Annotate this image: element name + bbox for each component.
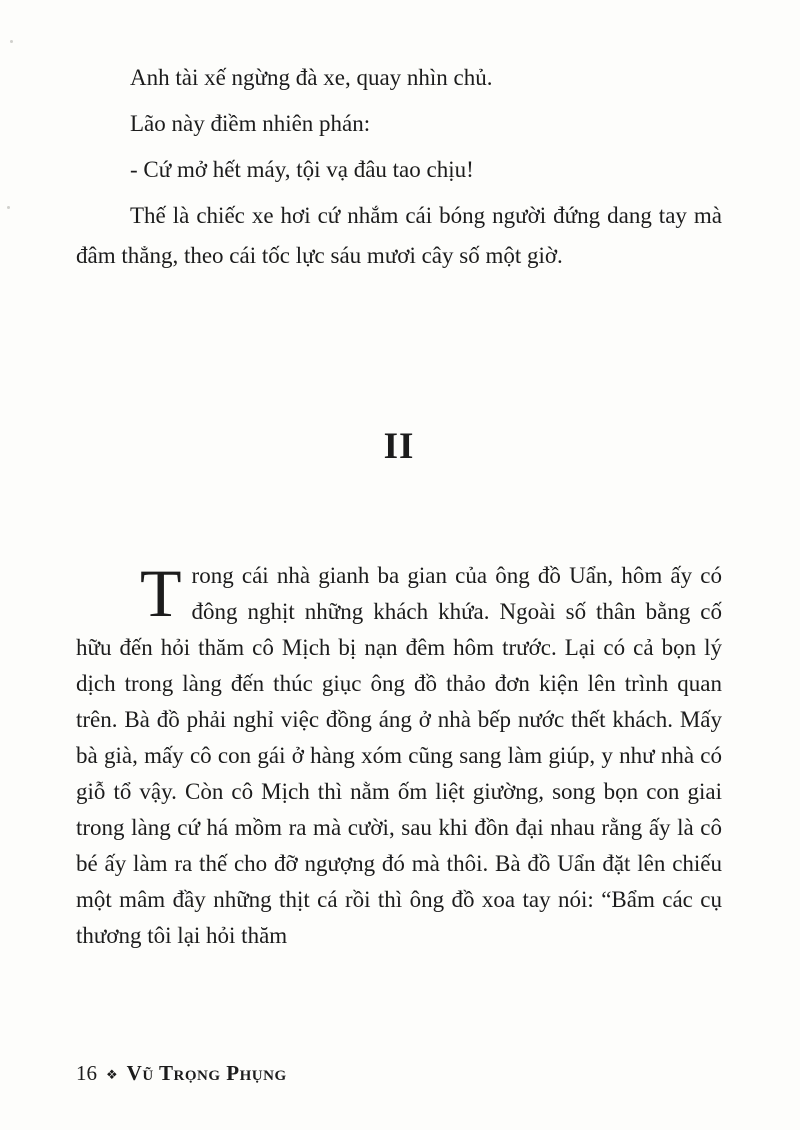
drop-cap: T: [140, 555, 182, 631]
paragraph: - Cứ mở hết máy, tội vạ đâu tao chịu!: [130, 157, 474, 182]
diamond-separator-icon: ❖: [106, 1066, 118, 1082]
scan-artifact: [10, 40, 13, 43]
opening-paragraphs: [76, 58, 722, 276]
book-title: Vũ Trọng Phụng: [126, 1061, 287, 1085]
page-number: 16: [76, 1061, 97, 1085]
paragraph: Thế là chiếc xe hơi cứ nhắm cái bóng người đứng dang tay mà đâm thẳng, theo cái tốc lực sáu mươi cây số một giờ.: [76, 203, 722, 268]
paragraph: Lão này điềm nhiên phán:: [130, 111, 371, 136]
chapter-body-text: rong cái nhà gianh ba gian của ông đồ Uẩn, hôm ấy có đông nghịt những khách khứa. Ngoài số thân bằng cố hữu đến hỏi thăm cô Mịch bị nạn đêm hôm trước. Lại có cả bọn lý dịch trong làng đến thúc giục ông đồ thảo đơn kiện lên trình quan trên. Bà đồ phải nghỉ việc đồng áng ở nhà bếp nước thết khách. Mấy bà già, mấy cô con gái ở hàng xóm cũng sang làm giúp, y như nhà có giỗ tổ vậy. Còn cô Mịch thì nằm ốm liệt giường, song bọn con giai trong làng cứ há mồm ra mà cười, sau khi đồn đại nhau rằng ấy là cô bé ấy làm ra thế cho đỡ ngượng đó mà thôi. Bà đồ Uẩn đặt lên chiếu một mâm đầy những thịt cá rồi thì ông đồ xoa tay nói: “Bẩm các cụ thương tôi lại hỏi thăm: [76, 563, 722, 948]
chapter-body-paragraph: [76, 555, 722, 954]
page-footer: [76, 1061, 287, 1086]
scan-artifact: [7, 206, 10, 209]
chapter-heading: II: [383, 426, 415, 467]
paragraph: Anh tài xế ngừng đà xe, quay nhìn chủ.: [130, 65, 493, 90]
